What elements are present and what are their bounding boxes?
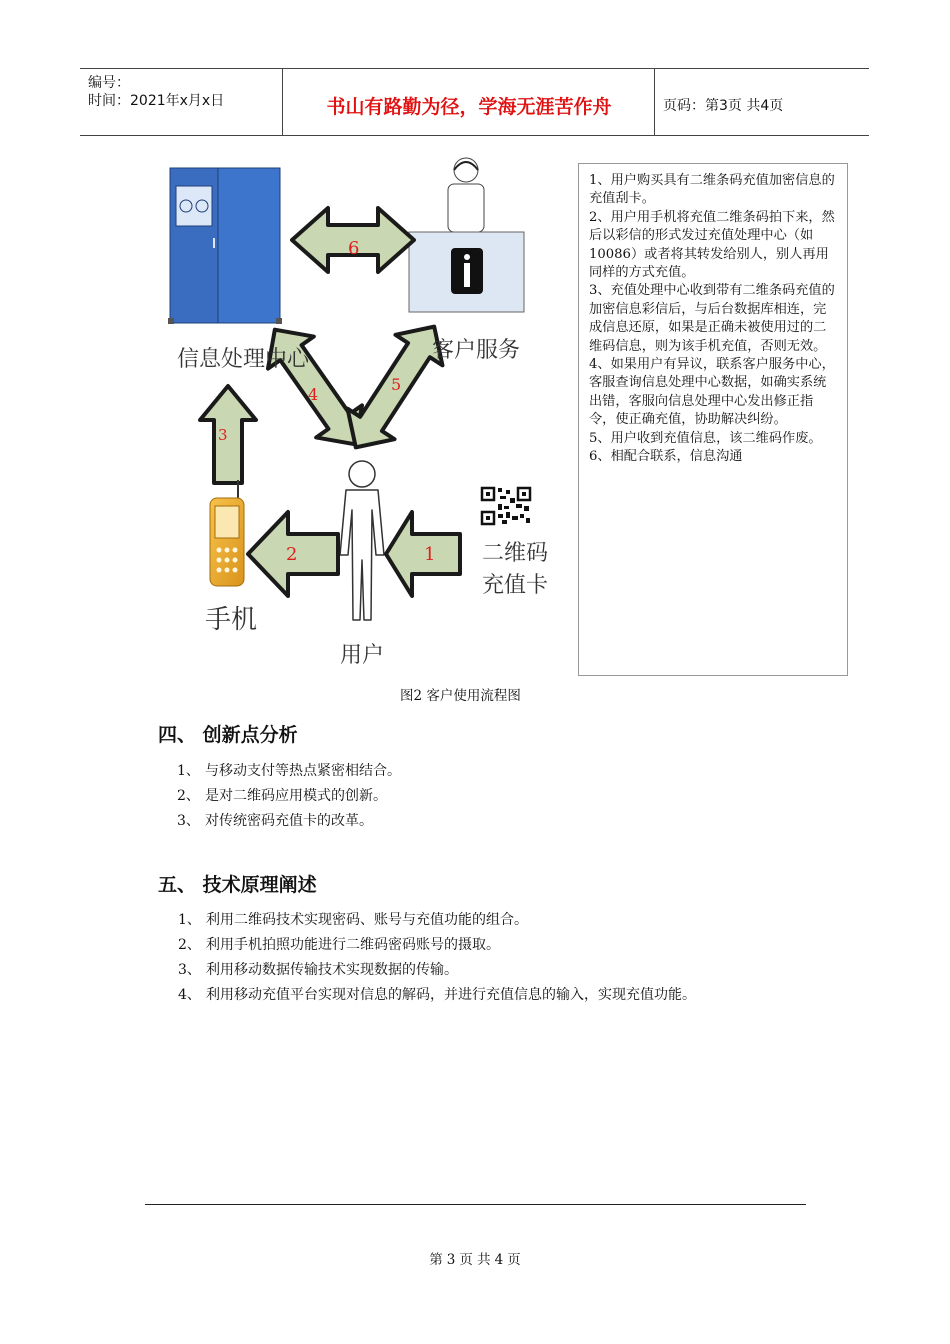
- label-qr-card-line1: 二维码: [482, 541, 549, 566]
- section-5-title: 五、 技术原理阐述: [158, 874, 317, 896]
- flow-step-5: 5、用户收到充值信息，该二维码作废。: [589, 430, 822, 446]
- footer-page-number: 第 3 页 共 4 页: [429, 1252, 521, 1268]
- section-4-title: 四、 创新点分析: [158, 724, 298, 746]
- arrow-1-left: [386, 512, 460, 596]
- arrow-3-number: 3: [218, 426, 228, 444]
- flow-step-1: 1、用户购买具有二维条码充值加密信息的充值刮卡。: [589, 173, 835, 207]
- header-top-rule: [80, 68, 869, 69]
- server-cabinet-icon: [168, 168, 282, 324]
- mobile-phone-icon: [210, 480, 244, 586]
- arrow-2-number: 2: [286, 544, 298, 565]
- section-4-item: 3、 对传统密码充值卡的改革。: [177, 813, 373, 829]
- header-divider-2: [654, 68, 655, 135]
- qr-code-icon: [482, 488, 530, 524]
- header-divider-1: [282, 68, 283, 135]
- arrow-3-up: [200, 386, 256, 483]
- label-info-center: 信息处理中心: [177, 347, 310, 372]
- header-bottom-rule: [80, 135, 869, 136]
- section-5-item: 3、 利用移动数据传输技术实现数据的传输。: [178, 962, 458, 978]
- arrow-6-number: 6: [348, 238, 360, 259]
- flow-description-box: [578, 163, 848, 676]
- arrow-4-number: 4: [308, 385, 319, 404]
- section-4-item: 1、 与移动支付等热点紧密相结合。: [177, 763, 401, 779]
- section-5-item: 1、 利用二维码技术实现密码、账号与充值功能的组合。: [178, 912, 528, 928]
- header-number-label: 编号：: [88, 75, 130, 91]
- usage-flow-diagram: [160, 150, 560, 680]
- flow-step-2: 2、用户用手机将充值二维条码拍下来，然后以彩信的形式发过充值处理中心（如10086）或者将其转发给别人，别人再用同样的方式充值。: [589, 209, 835, 281]
- figure-caption: 图2 客户使用流程图: [400, 688, 521, 704]
- label-qr-card-line2: 充值卡: [482, 573, 549, 598]
- flow-step-4: 4、如果用户有异议，联系客户服务中心，客服查询信息处理中心数据，如确实系统出错，客服向信息处理中心发出修正指令，使正确充值，协助解决纠纷。: [589, 357, 835, 428]
- label-customer-service: 客户服务: [432, 338, 521, 363]
- label-user: 用户: [340, 643, 385, 668]
- customer-service-icon: [409, 158, 524, 312]
- header-page-info: 页码：第3页 共4页: [663, 98, 784, 114]
- arrow-1-number: 1: [424, 544, 436, 565]
- header-motto: 书山有路勤为径，学海无涯苦作舟: [326, 96, 612, 118]
- flow-step-3: 3、充值处理中心收到带有二维条码充值的加密信息彩信后，与后台数据库相连，完成信息还原，如果是正确未被使用过的二维码信息，则为该手机充值，否则无效。: [589, 283, 835, 354]
- flow-step-6: 6、相配合联系，信息沟通: [589, 449, 743, 465]
- section-5-item: 2、 利用手机拍照功能进行二维码密码账号的摄取。: [178, 937, 500, 953]
- footer-rule: [145, 1204, 806, 1205]
- header-date: 时间：2021年x月x日: [88, 93, 225, 109]
- arrow-5-number: 5: [391, 375, 402, 394]
- section-5-item: 4、 利用移动充值平台实现对信息的解码，并进行充值信息的输入，实现充值功能。: [178, 987, 696, 1003]
- section-4-item: 2、 是对二维码应用模式的创新。: [177, 788, 387, 804]
- label-phone: 手机: [205, 605, 258, 635]
- user-person-icon: [340, 461, 384, 620]
